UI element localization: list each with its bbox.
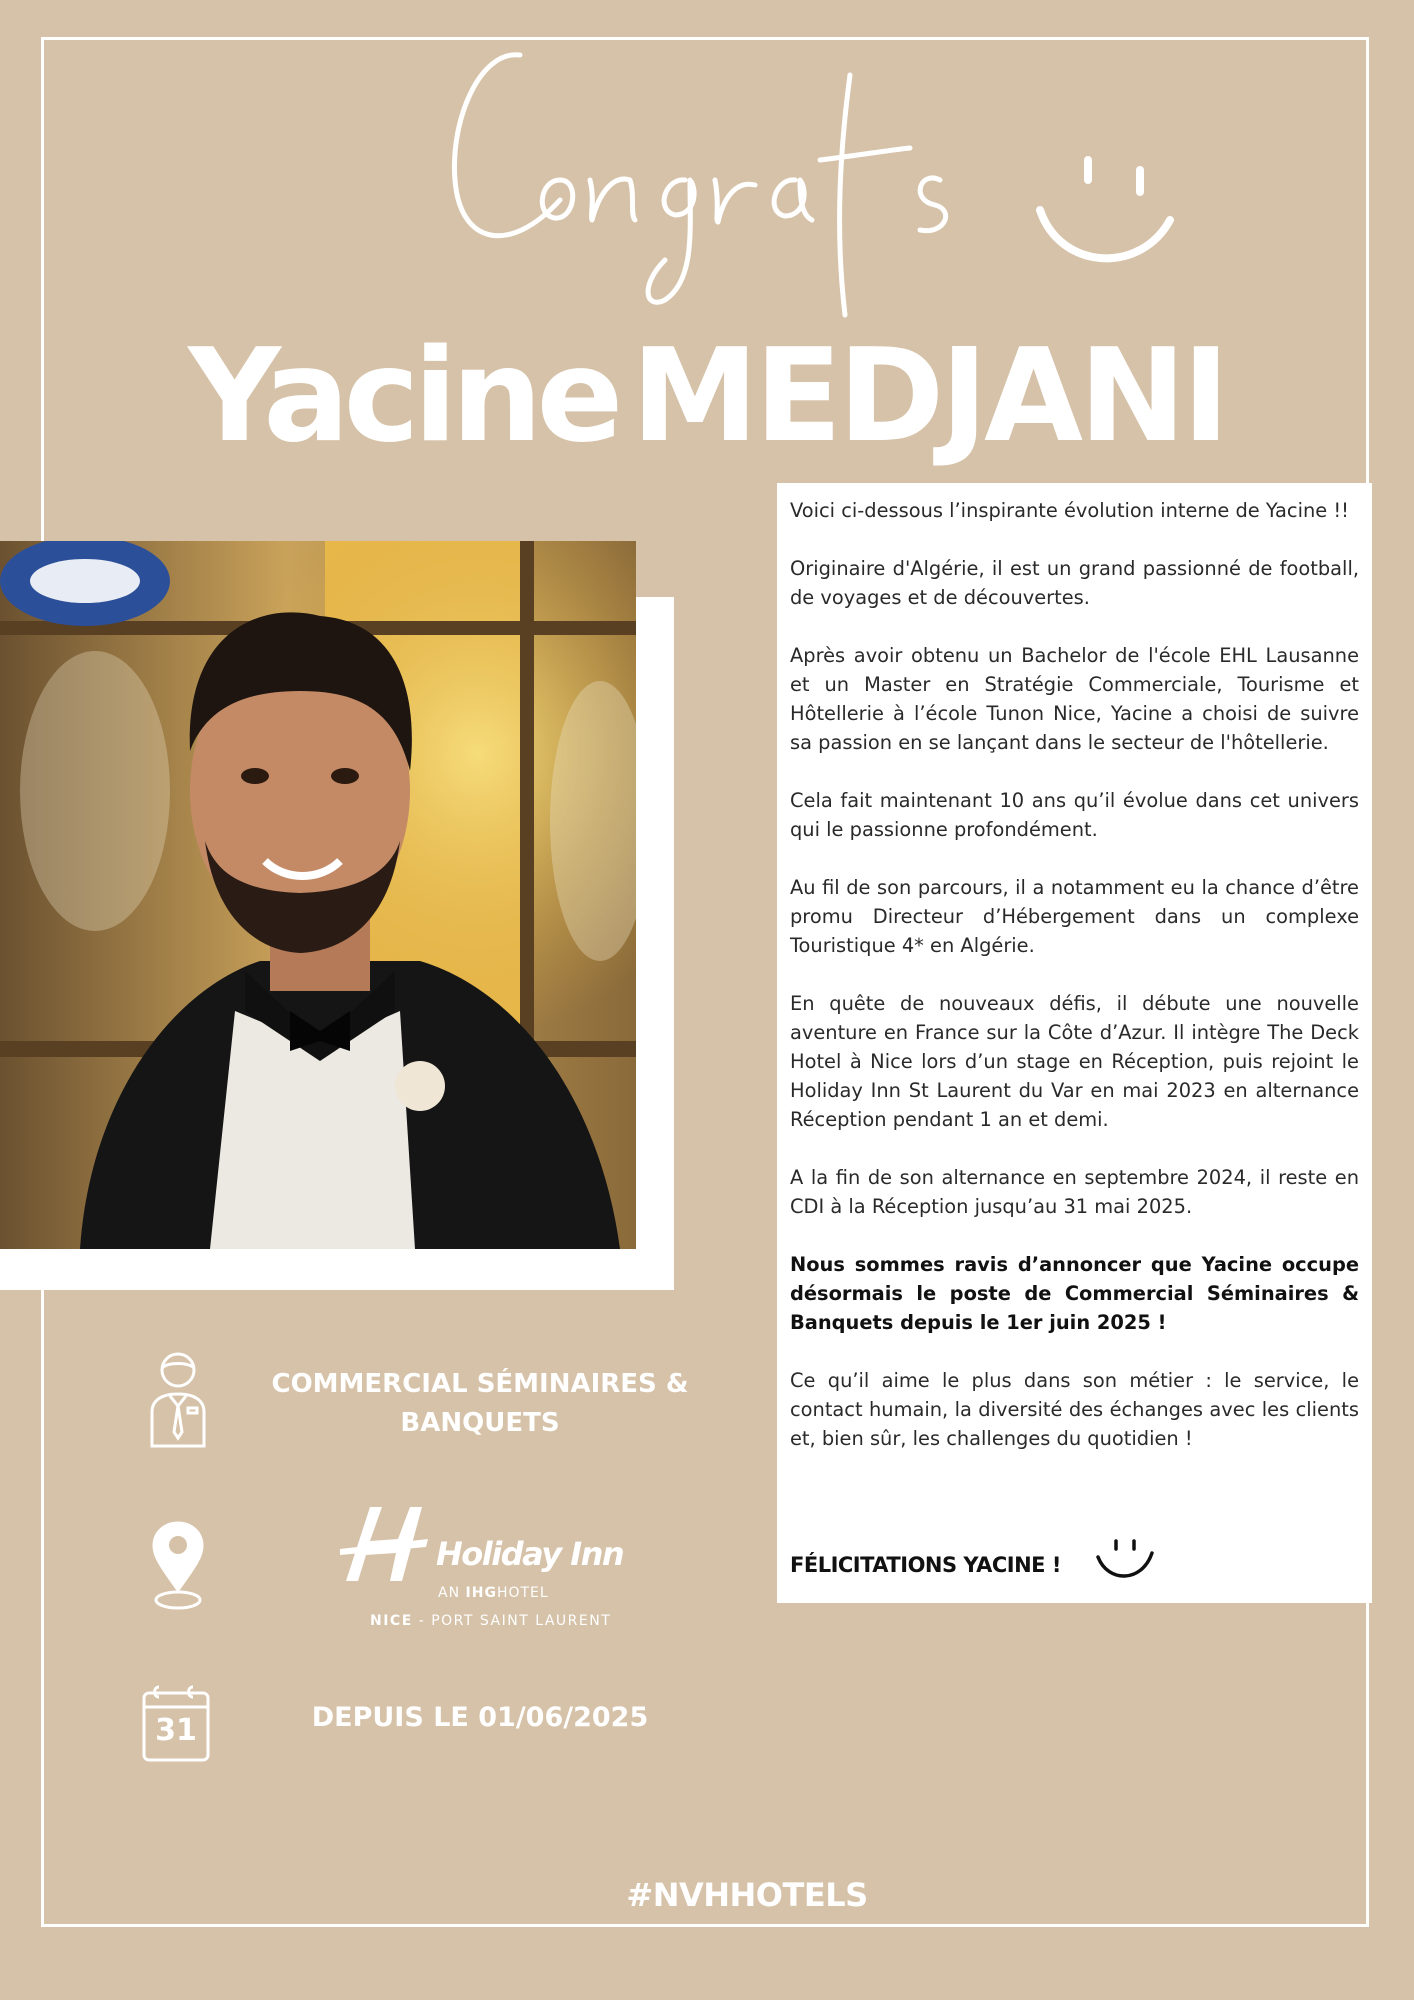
calendar-day: 31 [155, 1713, 197, 1748]
story-paragraph: Ce qu’il aime le plus dans son métier : le service, le contact humain, la diversité des échanges avec les clients et, bien sûr, les challenges du quotidien ! [790, 1369, 1359, 1450]
smile-icon [1094, 1535, 1154, 1585]
portrait-photo [0, 541, 636, 1249]
story-panel [777, 483, 1372, 1603]
employee-name [0, 322, 1414, 472]
story-paragraph: En quête de nouveaux défis, il débute une nouvelle aventure en France sur la Côte d’Azur. Il intègre The Deck Hotel à Nice lors d’un stage en Réception, puis rejoint le Holiday Inn St Laurent du Var en mai 2023 en alternance Réception pendant 1 an et demi. [790, 992, 1359, 1131]
first-name: Yacine [188, 322, 618, 471]
story-paragraph: Originaire d'Algérie, il est un grand passionné de football, de voyages et de découvertes. [790, 557, 1359, 609]
story-paragraph: Après avoir obtenu un Bachelor de l'école EHL Lausanne et un Master en Stratégie Commerciale, Tourisme et Hôtellerie à l’école Tunon Nice, Yacine a choisi de suivre sa passion en se lançant dans le secteur de l'hôtellerie. [790, 644, 1359, 754]
last-name: MEDJANI [631, 322, 1226, 471]
story-paragraph: A la fin de son alternance en septembre 2024, il reste en CDI à la Réception jusqu’au 31 mai 2025. [790, 1166, 1359, 1218]
calendar-icon [141, 1683, 211, 1763]
hotel-location: NICE - PORT SAINT LAURENT [370, 1613, 612, 1629]
location-pin-icon [150, 1520, 206, 1612]
holiday-inn-logo [340, 1505, 630, 1635]
smile-icon [1030, 150, 1180, 280]
start-date: DEPUIS LE 01/06/2025 [311, 1702, 649, 1733]
employee-icon [148, 1350, 208, 1448]
congrats-script-title [440, 30, 1060, 330]
story-paragraph: Au fil de son parcours, il a notamment eu la chance d’être promu Directeur d’Hébergement dans un complexe Touristique 4* en Algérie. [790, 876, 1359, 957]
closing-congratulations: FÉLICITATIONS YACINE ! [790, 1553, 1061, 1577]
holiday-inn-h-mark [340, 1505, 430, 1585]
story-paragraph: Cela fait maintenant 10 ans qu’il évolue dans cet univers qui le passionne profondément. [790, 789, 1359, 841]
job-title: COMMERCIAL SÉMINAIRES & BANQUETS [271, 1369, 689, 1438]
announcement-paragraph: Nous sommes ravis d’annoncer que Yacine occupe désormais le poste de Commercial Séminaires & Banquets depuis le 1er juin 2025 ! [790, 1253, 1359, 1334]
footer-hashtag: #NVHHOTELS [626, 1876, 868, 1914]
hotel-brand-tagline: AN IHGHOTEL [438, 1585, 549, 1601]
story-paragraph: Voici ci-dessous l’inspirante évolution interne de Yacine !! [790, 499, 1349, 522]
hotel-brand-name: Holiday Inn [436, 1535, 624, 1573]
